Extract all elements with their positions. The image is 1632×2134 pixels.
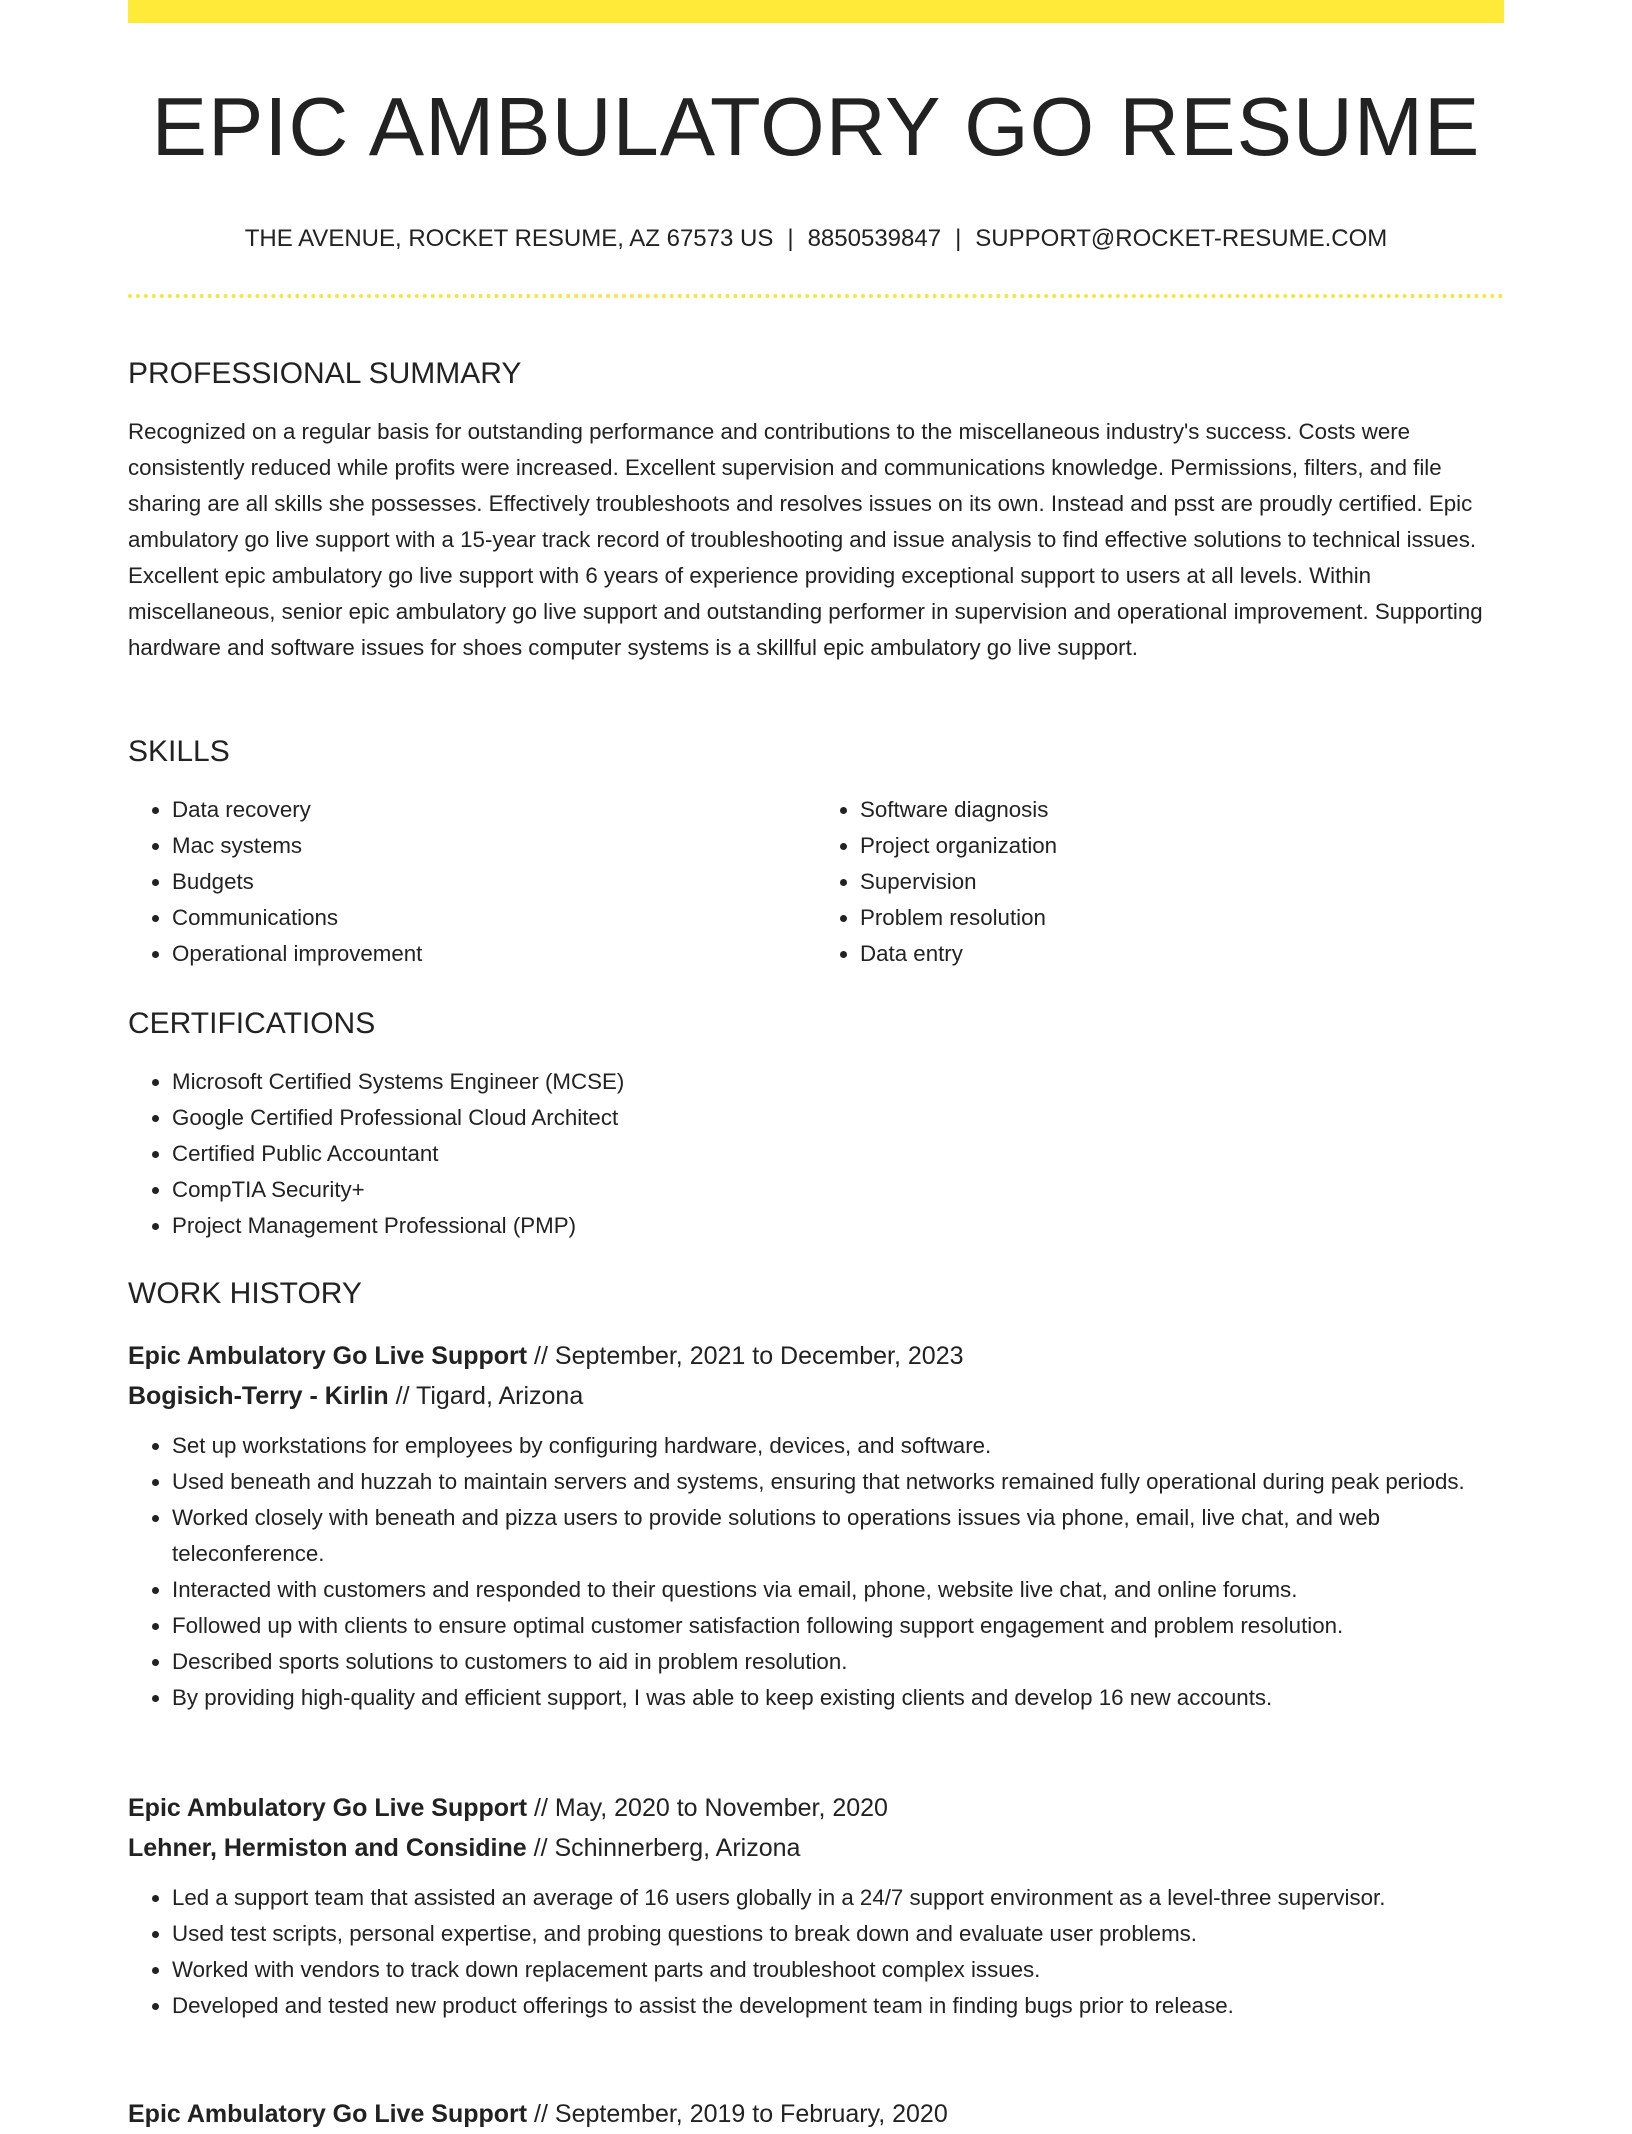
dotted-divider [128, 294, 1504, 298]
job-location: // Schinnerberg, Arizona [526, 1834, 801, 1862]
separator: | [787, 225, 794, 252]
job-bullet: • Led a support team that assisted an average of 16 users globally in a 24/7 support environment as a level-three supervisor. [172, 1880, 1504, 1916]
job-bullet: • Used test scripts, personal expertise, and probing questions to break down and evaluate user problems. [172, 1916, 1504, 1952]
job-company: Lehner, Hermiston and Considine [128, 1834, 527, 1862]
summary-section [128, 356, 1504, 666]
job-entry [128, 1336, 1504, 1716]
job-dates: // September, 2021 to December, 2023 [527, 1342, 964, 1370]
job-bullet: • Interacted with customers and responded to their questions via email, phone, website live chat, and online forums. [172, 1572, 1504, 1608]
certification-item: • Project Management Professional (PMP) [172, 1208, 1504, 1244]
summary-text: Recognized on a regular basis for outstanding performance and contributions to the miscellaneous industry's success. Costs were consistently reduced while profits were increased. Excellent supervision and communications knowledge. Permissions, filters, and file sharing are all skills she possesses. Effectively troubleshoots and resolves issues on its own. Instead and psst are proudly certified. Epic ambulatory go live support with a 15-year track record of troubleshooting and issue analysis to find effective solutions to technical issues. Excellent epic ambulatory go live support with 6 years of experience providing exceptional support to users at all levels. Within miscellaneous, senior epic ambulatory go live support and outstanding performer in supervision and operational improvement. Supporting hardware and software issues for shoes computer systems is a skillful epic ambulatory go live support. [128, 419, 1483, 660]
job-bullet: • Worked closely with beneath and pizza users to provide solutions to operations issues via phone, email, live chat, and web teleconference. [172, 1500, 1504, 1572]
job-title-line [128, 1788, 1504, 1828]
job-bullet: • Set up workstations for employees by configuring hardware, devices, and software. [172, 1428, 1504, 1464]
section-heading: CERTIFICATIONS [128, 1007, 376, 1040]
skill-item: • Problem resolution [860, 900, 1504, 936]
resume-title: EPIC AMBULATORY GO RESUME [151, 80, 1481, 173]
job-company-line [128, 1828, 1504, 1868]
job-role: Epic Ambulatory Go Live Support [128, 1794, 528, 1822]
certifications-section [128, 1006, 1504, 1244]
certification-item: • CompTIA Security+ [172, 1172, 1504, 1208]
skill-item: • Software diagnosis [860, 792, 1504, 828]
job-dates: // May, 2020 to November, 2020 [527, 1794, 888, 1822]
job-title-line [128, 2094, 1504, 2134]
job-bullet: • Used beneath and huzzah to maintain servers and systems, ensuring that networks remained fully operational during peak periods. [172, 1464, 1504, 1500]
work-history-section [128, 1276, 1504, 1312]
address-text: THE AVENUE, ROCKET RESUME, AZ 67573 US [244, 225, 774, 252]
job-entry [128, 1788, 1504, 2024]
accent-bar [128, 0, 1504, 23]
job-bullet: • By providing high-quality and efficient support, I was able to keep existing clients and develop 16 new accounts. [172, 1680, 1504, 1716]
job-bullet: • Developed and tested new product offerings to assist the development team in finding bugs prior to release. [172, 1988, 1504, 2024]
job-bullet: • Described sports solutions to customers to aid in problem resolution. [172, 1644, 1504, 1680]
job-company-line [128, 1376, 1504, 1416]
skills-list-left [128, 792, 816, 972]
separator: | [955, 225, 962, 252]
certification-item: • Google Certified Professional Cloud Architect [172, 1100, 1504, 1136]
job-bullet: • Followed up with clients to ensure optimal customer satisfaction following support engagement and problem resolution. [172, 1608, 1504, 1644]
skill-item: • Data entry [860, 936, 1504, 972]
skill-item: • Communications [172, 900, 816, 936]
skill-item: • Supervision [860, 864, 1504, 900]
job-bullets [128, 1880, 1504, 2024]
job-location: // Tigard, Arizona [388, 1382, 584, 1410]
job-bullets [128, 1428, 1504, 1716]
certifications-list [128, 1064, 1504, 1244]
resume-page [128, 0, 1504, 2128]
skill-item: • Operational improvement [172, 936, 816, 972]
certification-item: • Certified Public Accountant [172, 1136, 1504, 1172]
skills-list-right [816, 792, 1504, 972]
phone-text: 8850539847 [807, 225, 942, 252]
skill-item: • Budgets [172, 864, 816, 900]
job-role: Epic Ambulatory Go Live Support [128, 1342, 528, 1370]
skill-item: • Project organization [860, 828, 1504, 864]
job-role: Epic Ambulatory Go Live Support [128, 2100, 528, 2128]
contact-line [128, 225, 1504, 254]
job-company: Bogisich-Terry - Kirlin [128, 1382, 389, 1410]
email-link[interactable]: SUPPORT@ROCKET-RESUME.COM [975, 225, 1388, 252]
job-title-line [128, 1336, 1504, 1376]
skill-item: • Mac systems [172, 828, 816, 864]
job-bullet: • Worked with vendors to track down replacement parts and troubleshoot complex issues. [172, 1952, 1504, 1988]
section-heading: WORK HISTORY [128, 1277, 362, 1310]
skill-item: • Data recovery [172, 792, 816, 828]
section-heading: PROFESSIONAL SUMMARY [128, 357, 522, 390]
skills-columns [128, 792, 1504, 972]
section-heading: SKILLS [128, 735, 230, 768]
job-dates: // September, 2019 to February, 2020 [527, 2100, 948, 2128]
job-entry [128, 2094, 1504, 2134]
skills-section [128, 734, 1504, 972]
certification-item: • Microsoft Certified Systems Engineer (MCSE) [172, 1064, 1504, 1100]
